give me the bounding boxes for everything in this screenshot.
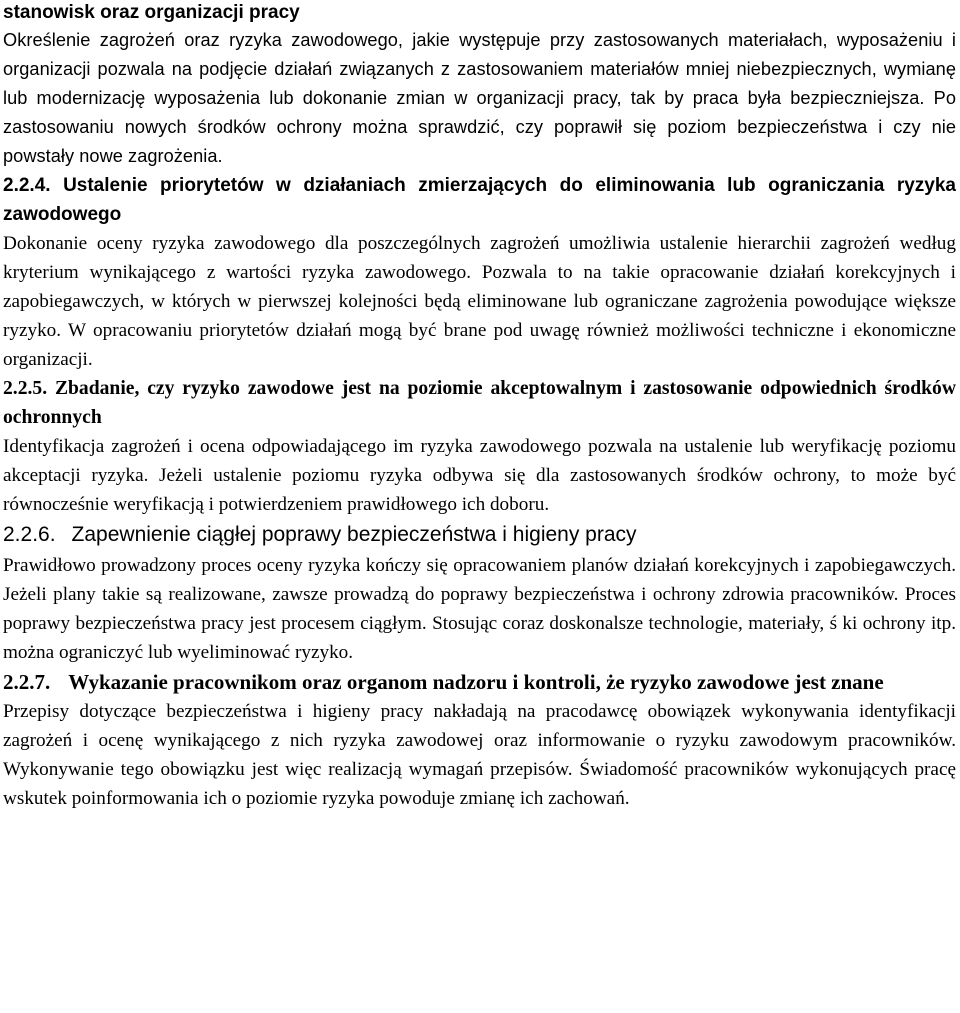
section-2-2-7 xyxy=(3,667,956,813)
section-number: 2.2.7. xyxy=(3,670,51,694)
section-heading xyxy=(3,519,956,551)
section-title: Ustalenie priorytetów w działaniach zmierzających do eliminowania lub ograniczania ryzyka zawodowego xyxy=(3,175,956,225)
section-heading xyxy=(3,667,956,697)
section-title: Wykazanie pracownikom oraz organom nadzoru i kontroli, że ryzyko zawodowe jest znane xyxy=(68,670,884,694)
section-body: Prawidłowo prowadzony proces oceny ryzyka kończy się opracowaniem planów działań korekcyjnych i zapobiegawczych. Jeżeli plany takie są realizowane, zawsze prowadzą do poprawy bezpieczeństwa i ochrony zdrowia pracowników. Proces poprawy bezpieczeństwa pracy jest procesem ciągłym. Stosując coraz doskonalsze technologie, materiały, ś ki ochrony itp. można ograniczyć lub wyeliminować ryzyko. xyxy=(3,555,956,663)
section-number: 2.2.5. xyxy=(3,378,48,399)
section-title: Zapewnienie ciągłej poprawy bezpieczeństwa i higieny pracy xyxy=(71,523,637,546)
section-body: Przepisy dotyczące bezpieczeństwa i higieny pracy nakładają na pracodawcę obowiązek wykonywania identyfikacji zagrożeń i ocenę wynikającego z nich ryzyka zawodowej oraz informowanie o ryzyku zawodowym pracowników. Wykonywanie tego obowiązku jest więc realizacją wymagań przepisów. Świadomość pracowników wykonujących pracę wskutek poinformowania ich o poziomie ryzyka powoduje zmianę ich zachowań. xyxy=(3,701,956,809)
section-body: Określenie zagrożeń oraz ryzyka zawodowego, jakie występuje przy zastosowanych materiałach, wyposażeniu i organizacji pozwala na podjęcie działań związanych z zastosowaniem materiałów mniej niebezpiecznych, wymianę lub modernizację wyposażenia lub dokonanie zmian w organizacji pracy, tak by praca była bezpieczniejsza. Po zastosowaniu nowych środków ochrony można sprawdzić, czy poprawił się poziom bezpieczeństwa i czy nie powstały nowe zagrożenia. xyxy=(3,30,956,166)
section-2-2-5 xyxy=(3,374,956,519)
section-2-2-4 xyxy=(3,171,956,374)
section-body: Identyfikacja zagrożeń i ocena odpowiadającego im ryzyka zawodowego pozwala na ustalenie lub weryfikację poziomu akceptacji ryzyka. Jeżeli ustalenie poziomu ryzyka odbywa się dla zastosowanych środków ochrony, to może być równocześnie weryfikacją i potwierdzeniem prawidłowego ich doboru. xyxy=(3,436,956,515)
section-title: Zbadanie, czy ryzyko zawodowe jest na poziomie akceptowalnym i zastosowanie odpowiednich środków ochronnych xyxy=(3,378,956,428)
section-heading xyxy=(3,374,956,432)
section-body: Dokonanie oceny ryzyka zawodowego dla poszczególnych zagrożeń umożliwia ustalenie hierarchii zagrożeń według kryterium wynikającego z wartości ryzyka zawodowego. Pozwala to na takie opracowanie działań korekcyjnych i zapobiegawczych, w których w pierwszej kolejności będą eliminowane lub ograniczane zagrożenia powodujące większe ryzyko. W opracowaniu priorytetów działań mogą być brane pod uwagę również możliwości techniczne i ekonomiczne organizacji. xyxy=(3,233,956,370)
section-number: 2.2.6. xyxy=(3,523,56,546)
section-heading xyxy=(3,171,956,229)
section-stanowisk xyxy=(3,0,956,171)
section-number: 2.2.4. xyxy=(3,175,51,196)
section-2-2-6 xyxy=(3,519,956,667)
section-heading: stanowisk oraz organizacji pracy xyxy=(3,2,300,23)
